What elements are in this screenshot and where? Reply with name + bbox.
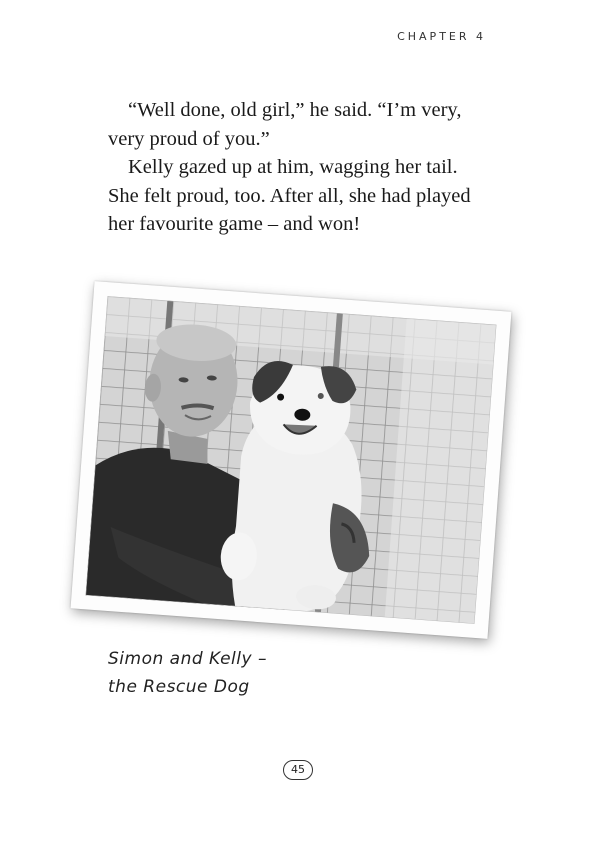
- body-text: [108, 96, 480, 239]
- photo-man-with-dog: [86, 296, 497, 624]
- photo-caption: [108, 645, 267, 701]
- caption-line-2: the Rescue Dog: [108, 677, 250, 697]
- page-number: 45: [283, 760, 313, 780]
- chapter-header: CHAPTER 4: [397, 30, 486, 43]
- paragraph-2: Kelly gazed up at him, wagging her tail. She felt proud, too. After all, she had played her favourite game – and won!: [108, 156, 471, 235]
- photo-frame: [71, 281, 512, 639]
- paragraph-1: “Well done, old girl,” he said. “I’m very, very proud of you.”: [108, 99, 462, 150]
- caption-line-1: Simon and Kelly –: [108, 649, 267, 669]
